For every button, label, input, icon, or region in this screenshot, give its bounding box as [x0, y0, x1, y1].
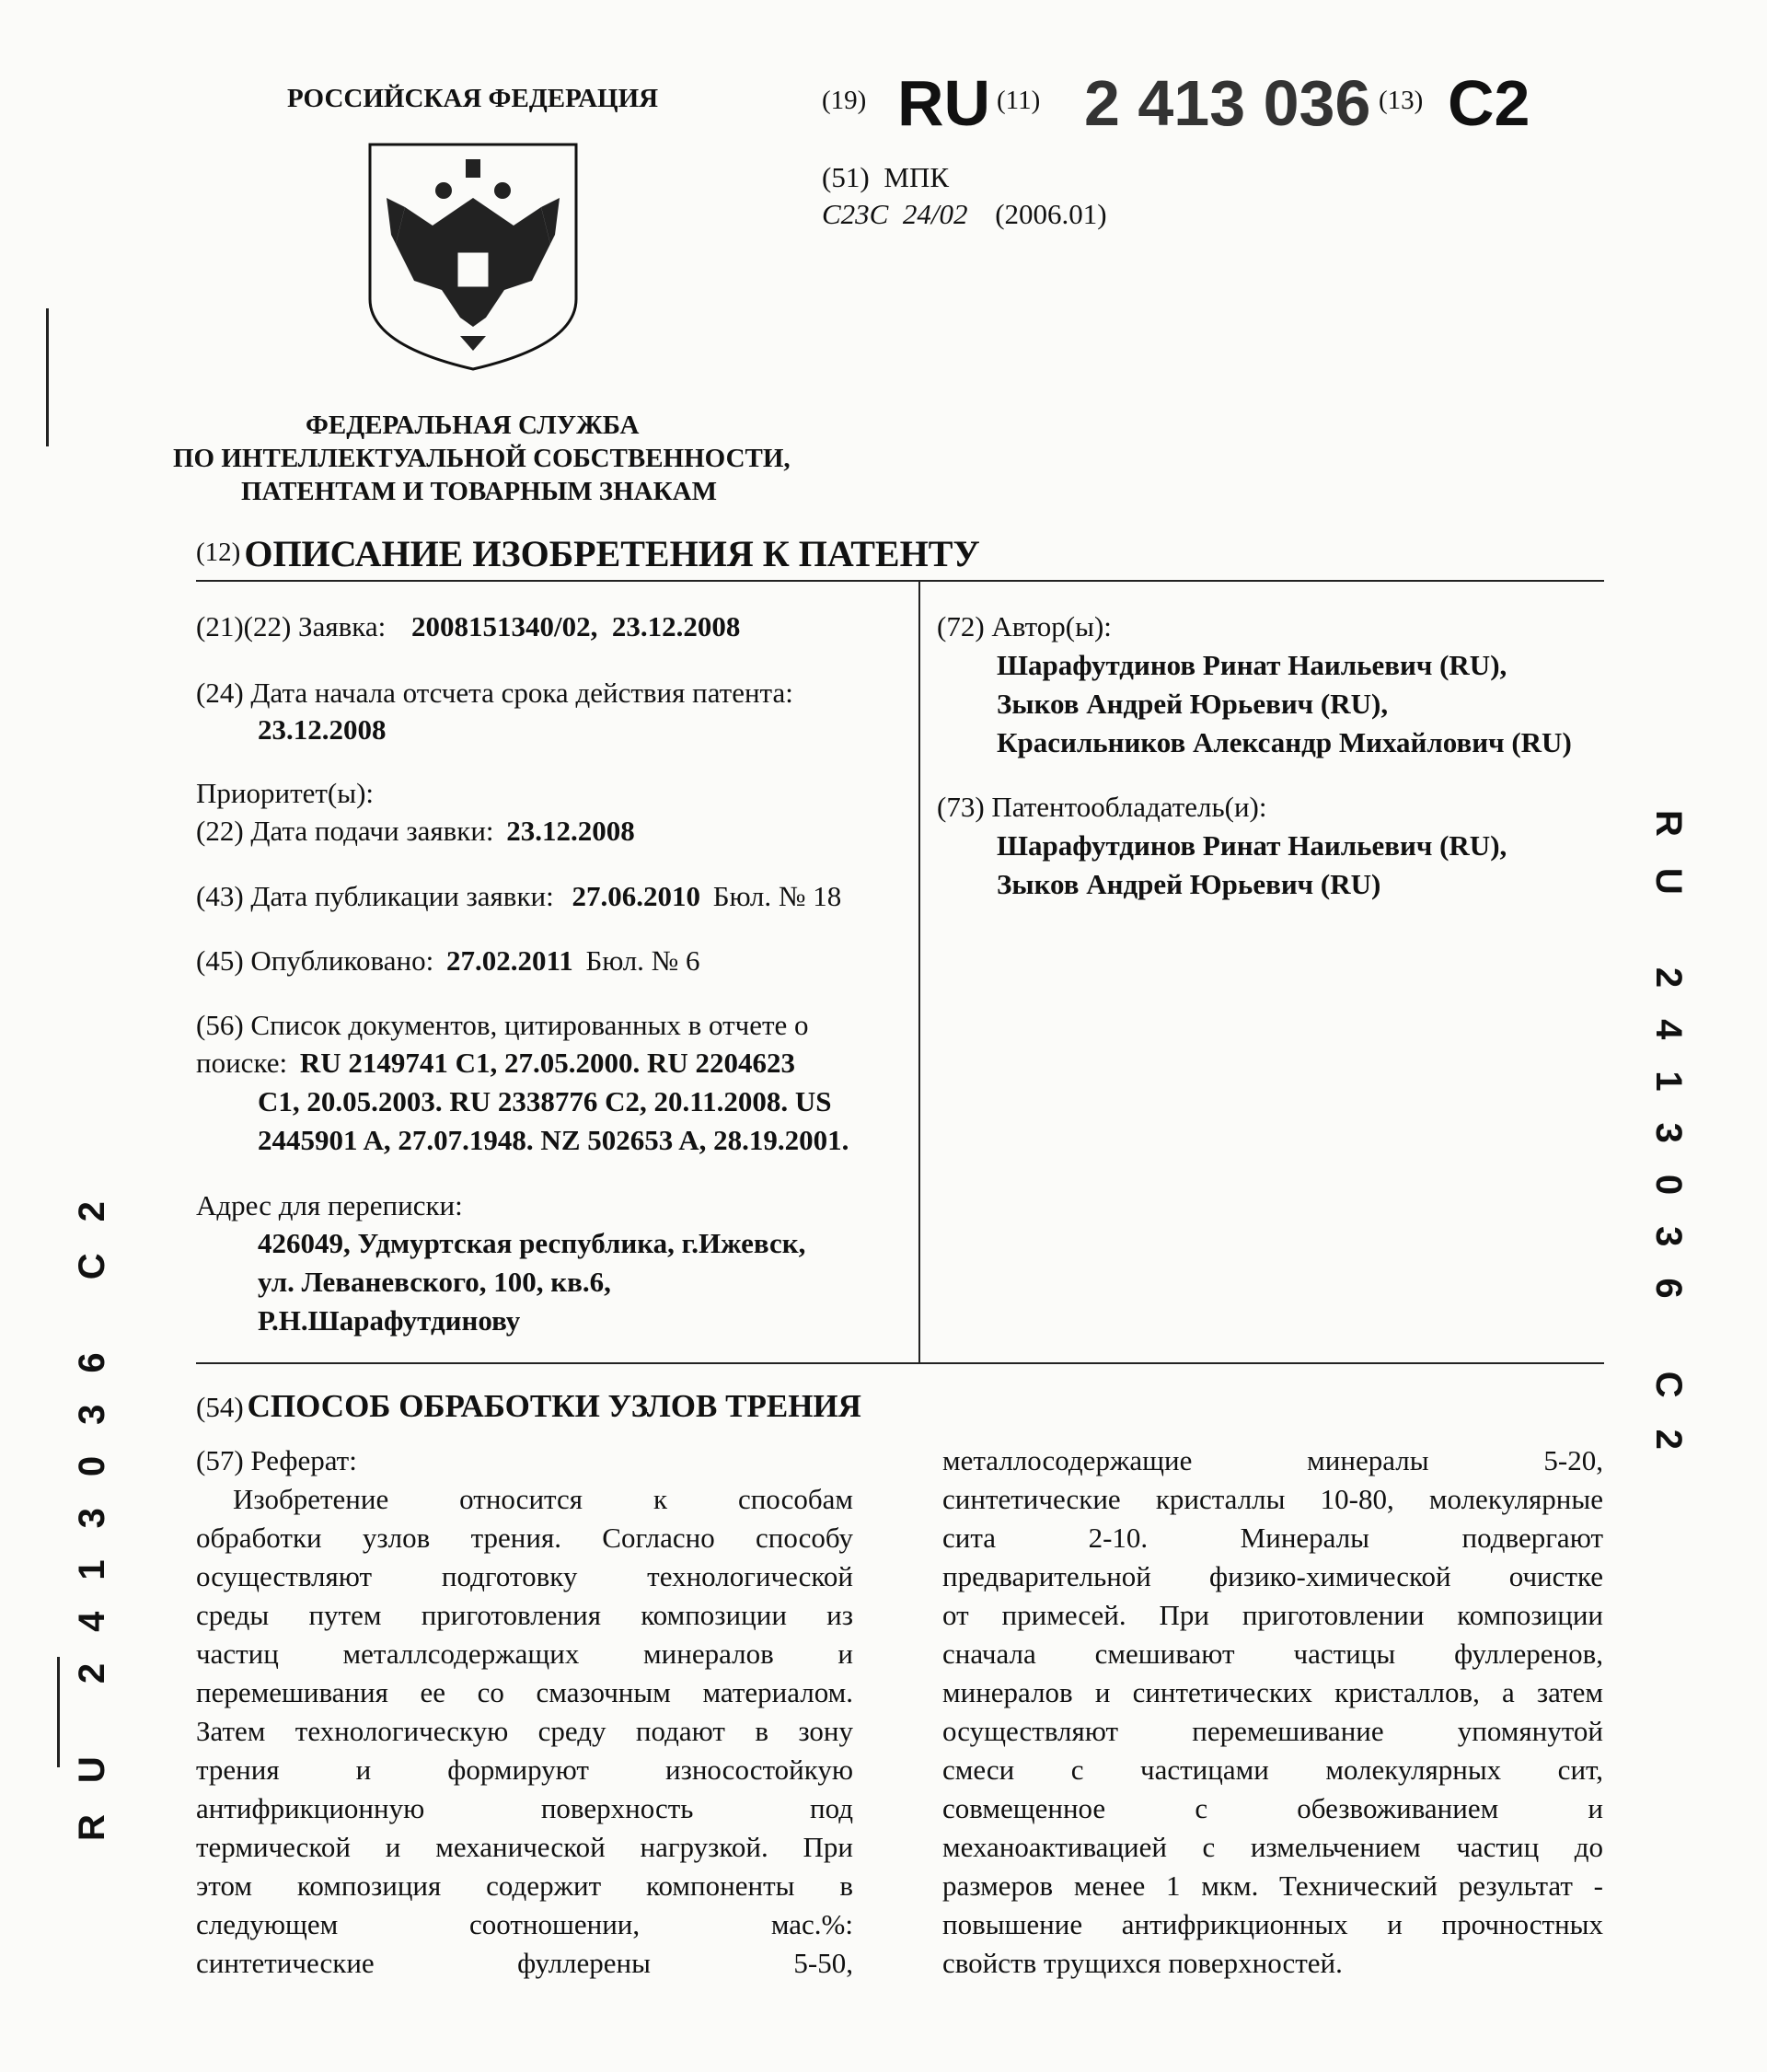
abstract-line: обработки узлов трения. Согласно способу: [196, 1522, 853, 1554]
country-name: РОССИЙСКАЯ ФЕДЕРАЦИЯ: [287, 84, 659, 113]
mpk-label: МПК: [884, 161, 950, 193]
application-value: 2008151340/02, 23.12.2008: [410, 610, 741, 642]
invention-title-text: СПОСОБ ОБРАБОТКИ УЗЛОВ ТРЕНИЯ: [247, 1388, 861, 1424]
address-label: Адрес для переписки:: [196, 1189, 463, 1221]
abstract-line: минералов и синтетических кристаллов, а затем: [942, 1676, 1603, 1708]
ipc-class: C23C 24/02: [822, 198, 968, 230]
rule-under-title: [196, 580, 1604, 582]
authors-label: (72) Автор(ы):: [937, 610, 1112, 642]
cited-docs-3: 2445901 A, 27.07.1948. NZ 502653 A, 28.19.2001.: [258, 1124, 849, 1156]
holders-label: (73) Патентообладатель(и):: [937, 791, 1267, 823]
application-publication-bulletin: Бюл. № 18: [712, 880, 842, 912]
address-line-1: 426049, Удмуртская республика, г.Ижевск,: [258, 1227, 806, 1259]
abstract-line: частиц металлсодержащих минералов и: [196, 1638, 853, 1670]
inid-code-12: (12): [196, 538, 241, 567]
ipc-label: [822, 158, 949, 197]
abstract-line: от примесей. При приготовлении композиции: [942, 1599, 1603, 1631]
agency-line-3: ПАТЕНТАМ И ТОВАРНЫМ ЗНАКАМ: [241, 477, 717, 506]
document-title-text: ОПИСАНИЕ ИЗОБРЕТЕНИЯ К ПАТЕНТУ: [244, 533, 980, 574]
holder-2: Зыков Андрей Юрьевич (RU): [997, 868, 1381, 900]
abstract-line: сначала смешивают частицы фуллеренов,: [942, 1638, 1603, 1670]
ipc-year: (2006.01): [995, 198, 1107, 230]
ipc-class-row: [822, 195, 1107, 234]
abstract-line: термической и механической нагрузкой. При: [196, 1831, 853, 1863]
author-3: Красильников Александр Михайлович (RU): [997, 726, 1572, 758]
published-date: 27.02.2011: [445, 944, 573, 977]
application-row: [196, 608, 740, 646]
priority-label: Приоритет(ы):: [196, 777, 375, 809]
invention-title: [196, 1388, 861, 1427]
agency-line-1: ФЕДЕРАЛЬНАЯ СЛУЖБА: [306, 411, 640, 440]
emblem-frame: [368, 143, 578, 371]
abstract-line: совмещенное с обезвоживанием и: [942, 1792, 1603, 1824]
inid-code-13: (13): [1379, 86, 1424, 115]
start-date-label: (24) Дата начала отсчета срока действия патента:: [196, 677, 793, 709]
abstract-line: механоактивацией с измельчением частиц до: [942, 1831, 1603, 1863]
cited-docs-label: (56) Список документов, цитированных в отчете о: [196, 1009, 809, 1041]
agency-line-2: ПО ИНТЕЛЛЕКТУАЛЬНОЙ СОБСТВЕННОСТИ,: [173, 444, 791, 473]
application-publication-date: 27.06.2010: [572, 880, 700, 912]
start-date-value: 23.12.2008: [258, 713, 387, 746]
address-line-3: Р.Н.Шарафутдинову: [258, 1304, 521, 1337]
column-divider: [918, 580, 920, 1362]
cited-docs-row-1: [196, 1044, 795, 1082]
abstract-right-column: [942, 1441, 1603, 1983]
coat-of-arms-emblem: [368, 143, 578, 371]
abstract-line: перемешивания ее со смазочным материалом.: [196, 1676, 853, 1708]
abstract-line: осуществляют перемешивание упомянутой: [942, 1715, 1603, 1747]
abstract-line: этом композиция содержит компоненты в: [196, 1869, 853, 1902]
abstract-line: синтетические кристаллы 10-80, молекулярные: [942, 1483, 1603, 1515]
filing-date-label: (22) Дата подачи заявки:: [196, 815, 494, 847]
abstract-line: Затем технологическую среду подают в зону: [196, 1715, 853, 1747]
address-line-2: ул. Леваневского, 100, кв.6,: [258, 1266, 611, 1298]
patent-number: 2 413 036: [1084, 67, 1371, 139]
cited-docs-2: C1, 20.05.2003. RU 2338776 C2, 20.11.2008. US: [258, 1085, 832, 1117]
cited-docs-label-2: поиске:: [196, 1047, 288, 1079]
published-label: (45) Опубликовано:: [196, 944, 434, 977]
published-row: [196, 942, 700, 980]
abstract-line: антифрикционную поверхность под: [196, 1792, 853, 1824]
abstract-line: синтетические фуллерены 5-50,: [196, 1947, 853, 1979]
abstract-line: повышение антифрикционных и прочностных: [942, 1908, 1603, 1940]
document-title: [196, 532, 980, 575]
abstract-line: размеров менее 1 мкм. Технический результат -: [942, 1869, 1603, 1902]
scan-mark: [46, 308, 49, 446]
patent-code-block: [822, 67, 1650, 155]
published-bulletin: Бюл. № 6: [585, 944, 700, 977]
inid-code-51: (51): [822, 161, 870, 193]
inid-code-19: (19): [822, 86, 867, 115]
holder-1: Шарафутдинов Ринат Наильевич (RU),: [997, 829, 1507, 862]
abstract-line: предварительной физико-химической очистке: [942, 1560, 1603, 1592]
abstract-line: металлосодержащие минералы 5-20,: [942, 1444, 1603, 1476]
filing-date-value: 23.12.2008: [506, 815, 635, 847]
application-label: (21)(22) Заявка:: [196, 610, 387, 642]
abstract-line: свойств трущихся поверхностей.: [942, 1947, 1343, 1979]
abstract-line: среды путем приготовления композиции из: [196, 1599, 853, 1631]
abstract-left-column: [196, 1480, 853, 1983]
abstract-line: Изобретение относится к способам: [233, 1483, 853, 1515]
abstract-line: смеси с частицами молекулярных сит,: [942, 1754, 1603, 1786]
cited-docs-1: RU 2149741 C1, 27.05.2000. RU 2204623: [299, 1047, 796, 1079]
filing-date-row: [196, 812, 635, 851]
scan-mark: [57, 1657, 60, 1767]
application-publication-label: (43) Дата публикации заявки:: [196, 880, 554, 912]
abstract-line: трения и формируют износостойкую: [196, 1754, 853, 1786]
inid-code-11: (11): [997, 86, 1041, 115]
author-1: Шарафутдинов Ринат Наильевич (RU),: [997, 649, 1507, 681]
author-2: Зыков Андрей Юрьевич (RU),: [997, 688, 1389, 720]
side-label-left: RU 2413036 C2: [72, 1170, 112, 1841]
application-publication-row: [196, 877, 841, 916]
abstract-line: следующем соотношении, мас.%:: [196, 1908, 853, 1940]
abstract-label: (57) Реферат:: [196, 1444, 357, 1476]
kind-code: C2: [1448, 67, 1530, 139]
abstract-line: осуществляют подготовку технологической: [196, 1560, 853, 1592]
abstract-line: сита 2-10. Минералы подвергают: [942, 1522, 1603, 1554]
side-label-right: RU 2413036 C2: [1648, 810, 1689, 1481]
inid-code-54: (54): [196, 1391, 244, 1423]
country-code: RU: [897, 67, 991, 139]
rule-above-invention-title: [196, 1362, 1604, 1364]
